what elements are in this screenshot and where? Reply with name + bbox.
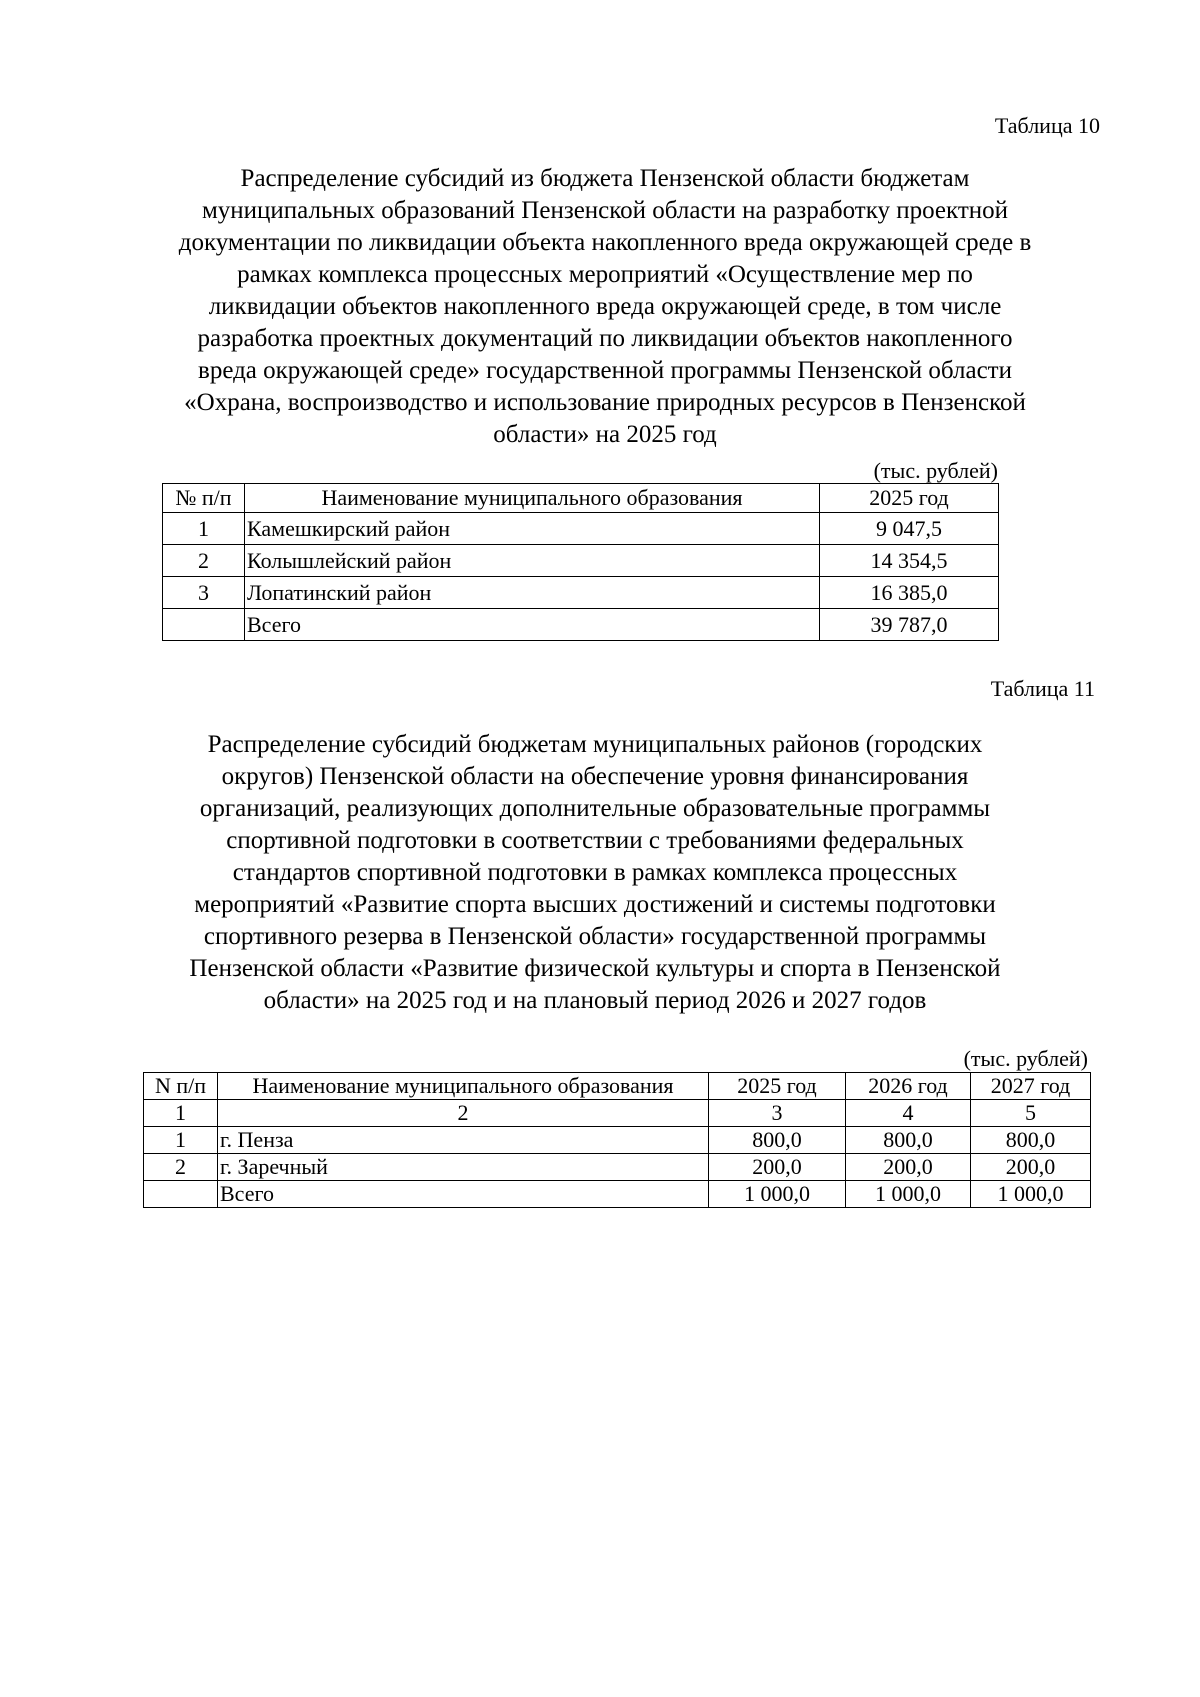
column-number: 5: [971, 1100, 1091, 1127]
cell-value-2025: 200,0: [709, 1154, 846, 1181]
cell-number: 2: [144, 1154, 218, 1181]
header-cell-2026: 2026 год: [846, 1073, 971, 1100]
cell-value-2027: 1 000,0: [971, 1181, 1091, 1208]
heading-line: области» на 2025 год и на плановый период 2026 и 2027 годов: [263, 987, 927, 1014]
table-10-label: Таблица 10: [994, 113, 1100, 138]
cell-value-2026: 1 000,0: [846, 1181, 971, 1208]
cell-value-2026: 800,0: [846, 1127, 971, 1154]
cell-value-2025: 1 000,0: [709, 1181, 846, 1208]
column-number: 1: [144, 1100, 218, 1127]
header-cell-name: Наименование муниципального образования: [245, 484, 820, 513]
cell-value: 9 047,5: [820, 513, 999, 545]
table-column-number-row: [144, 1100, 1091, 1127]
header-cell-2025: 2025 год: [709, 1073, 846, 1100]
heading-line: области» на 2025 год: [493, 421, 717, 448]
table-10-heading: [110, 163, 1100, 451]
table-row: [144, 1154, 1091, 1181]
heading-line: спортивной подготовки в соответствии с требованиями федеральных: [226, 827, 964, 854]
column-number: 3: [709, 1100, 846, 1127]
cell-value-2027: 200,0: [971, 1154, 1091, 1181]
cell-name: г. Пенза: [218, 1127, 709, 1154]
heading-line: «Охрана, воспроизводство и использование природных ресурсов в Пензенской: [184, 389, 1026, 416]
heading-line: Распределение субсидий из бюджета Пензенской области бюджетам: [240, 165, 970, 192]
table-11-label: Таблица 11: [990, 676, 1095, 701]
heading-line: Пензенской области «Развитие физической культуры и спорта в Пензенской: [189, 955, 1001, 982]
table-total-row: [163, 609, 999, 641]
heading-line: рамках комплекса процессных мероприятий «Осуществление мер по: [237, 261, 973, 288]
heading-line: документации по ликвидации объекта накопленного вреда окружающей среде в: [178, 229, 1032, 256]
header-cell-name: Наименование муниципального образования: [218, 1073, 709, 1100]
heading-line: муниципальных образований Пензенской области на разработку проектной: [201, 197, 1009, 224]
cell-value-2027: 800,0: [971, 1127, 1091, 1154]
cell-name: Всего: [218, 1181, 709, 1208]
table-11: [143, 1072, 1091, 1208]
cell-name: Лопатинский район: [245, 577, 820, 609]
cell-name: Камешкирский район: [245, 513, 820, 545]
cell-value-2026: 200,0: [846, 1154, 971, 1181]
cell-value-2025: 800,0: [709, 1127, 846, 1154]
heading-line: округов) Пензенской области на обеспечение уровня финансирования: [221, 763, 969, 790]
header-cell-2027: 2027 год: [971, 1073, 1091, 1100]
cell-value: 16 385,0: [820, 577, 999, 609]
heading-line: организаций, реализующих дополнительные образовательные программы: [199, 795, 991, 822]
cell-number: 2: [163, 545, 245, 577]
heading-line: вреда окружающей среде» государственной программы Пензенской области: [198, 357, 1012, 384]
table-row: [163, 577, 999, 609]
table-row: [163, 513, 999, 545]
header-cell-number: № п/п: [163, 484, 245, 513]
header-cell-2025: 2025 год: [820, 484, 999, 513]
table-row: [144, 1127, 1091, 1154]
cell-number: [144, 1181, 218, 1208]
column-number: 4: [846, 1100, 971, 1127]
cell-name: г. Заречный: [218, 1154, 709, 1181]
table-11-unit: (тыс. рублей): [963, 1046, 1088, 1071]
cell-number: 1: [163, 513, 245, 545]
table-10-unit: (тыс. рублей): [873, 458, 998, 483]
cell-value: 39 787,0: [820, 609, 999, 641]
cell-number: 3: [163, 577, 245, 609]
header-cell-number: N п/п: [144, 1073, 218, 1100]
table-total-row: [144, 1181, 1091, 1208]
column-number: 2: [218, 1100, 709, 1127]
table-row: [163, 545, 999, 577]
heading-line: разработка проектных документаций по ликвидации объектов накопленного: [197, 325, 1013, 352]
cell-name: Колышлейский район: [245, 545, 820, 577]
heading-line: стандартов спортивной подготовки в рамках комплекса процессных: [232, 859, 958, 886]
heading-line: мероприятий «Развитие спорта высших достижений и системы подготовки: [194, 891, 996, 918]
cell-value: 14 354,5: [820, 545, 999, 577]
table-header-row: [144, 1073, 1091, 1100]
table-10: [162, 483, 999, 641]
cell-name: Всего: [245, 609, 820, 641]
cell-number: [163, 609, 245, 641]
heading-line: Распределение субсидий бюджетам муниципальных районов (городских: [207, 731, 983, 758]
heading-line: ликвидации объектов накопленного вреда окружающей среде, в том числе: [208, 293, 1002, 320]
table-header-row: [163, 484, 999, 513]
cell-number: 1: [144, 1127, 218, 1154]
heading-line: спортивного резерва в Пензенской области» государственной программы: [203, 923, 987, 950]
table-11-heading: [100, 729, 1090, 1017]
